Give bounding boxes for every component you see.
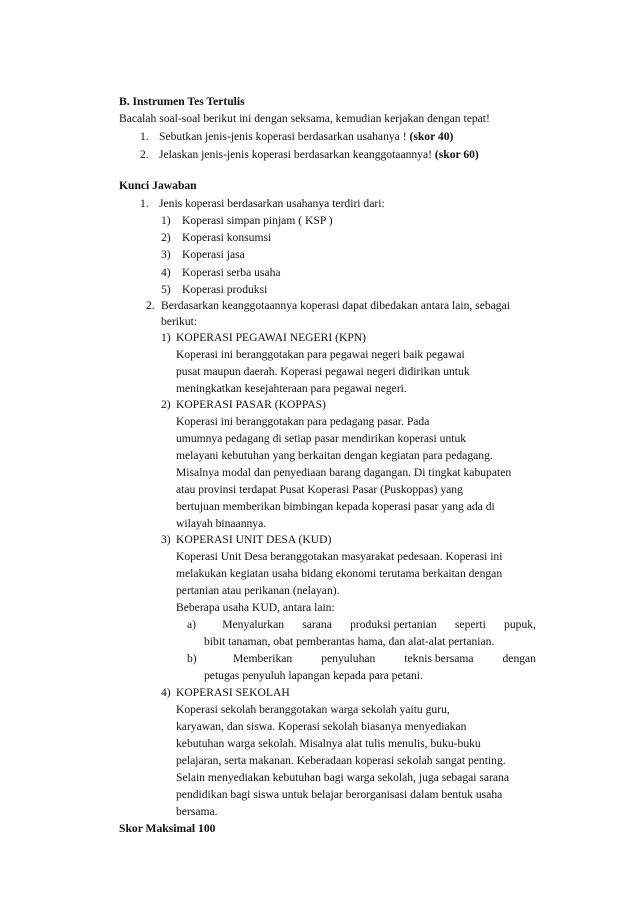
answer-number: 1. [140,197,149,210]
type-text-line: Koperasi sekolah beranggotakan warga sekolah yaitu guru, [176,703,450,716]
sub-item-word: produksi pertanian [350,618,437,631]
list-item-number: 5) [161,283,171,296]
sub-item-word: dengan [502,652,536,665]
list-item-number: 4) [161,266,171,279]
type-text-line: atau provinsi terdapat Pusat Koperasi Pasar (Puskoppas) yang [176,483,463,496]
answer-intro-text: Berdasarkan keanggotaannya koperasi dapat dibedakan antara lain, sebagai [161,299,510,312]
type-text-line: pertanian atau perikanan (nelayan). [176,584,340,597]
type-text-line: meningkatkan kesejahteraan para pegawai negeri. [176,382,407,395]
type-title: KOPERASI UNIT DESA (KUD) [176,533,332,546]
type-text-line: bertujuan memberikan bimbingan kepada koperasi pasar yang ada di [176,500,495,513]
list-item-text: Koperasi serba usaha [182,266,281,279]
sub-item-number: a) [187,618,197,631]
sub-item-word: seperti [454,618,486,631]
list-item-number: 3) [161,248,171,261]
answer-2-intro-continued: berikut: [161,315,198,328]
sub-item-word: penyuluhan [321,652,376,665]
list-item [161,281,267,299]
list-item-number: 2) [161,231,171,244]
question-text: Jelaskan jenis-jenis koperasi berdasarkan keanggotaannya! [159,148,435,161]
type-text-line: Beberapa usaha KUD, antara lain: [176,601,335,614]
type-text-line: pusat maupun daerah. Koperasi pegawai negeri didirikan untuk [176,365,470,378]
max-score: Skor Maksimal 100 [119,822,216,835]
type-text-line: melayani kebutuhan yang berkaitan dengan kegiatan para pedagang. [176,449,493,462]
sub-item-word: Menyalurkan [222,618,285,631]
question-text: Sebutkan jenis-jenis koperasi berdasarkan usahanya ! [159,130,410,143]
sub-item-word: teknis bersama [404,652,474,665]
type-text-line: karyawan, dan siswa. Koperasi sekolah biasanya menyediakan [176,720,467,733]
list-item-text: Koperasi konsumsi [182,231,272,244]
type-text-line: wilayah binaannya. [176,517,267,530]
answer-intro-text: Jenis koperasi berdasarkan usahanya terdiri dari: [159,197,385,210]
section-title: B. Instrumen Tes Tertulis [119,95,245,108]
type-text-line: Selain menyediakan kebutuhan bagi warga sekolah, juga sebagai sarana [176,771,509,784]
type-number: 1) [161,331,171,344]
list-item-text: Koperasi simpan pinjam ( KSP ) [182,214,333,227]
list-item [161,246,245,264]
question-number: 1. [140,130,149,143]
list-item [161,212,333,230]
type-text-line: bersama. [176,805,218,818]
sub-item-continued: bibit tanaman, obat pemberantas hama, dan alat-alat pertanian. [204,635,495,648]
sub-item-word: sarana [302,618,332,631]
answer-2-intro [146,297,510,315]
list-item-text: Koperasi produksi [182,283,268,296]
answer-1-intro [140,195,385,213]
type-title: KOPERASI SEKOLAH [176,686,290,699]
type-heading [161,329,366,347]
question-2 [140,146,479,164]
answer-number: 2. [146,299,155,312]
type-number: 2) [161,398,171,411]
type-text-line: Koperasi ini beranggotakan para pegawai negeri baik pegawai [176,348,465,361]
sub-item-a [187,616,536,634]
type-text-line: umumnya pedagang di setiap pasar mendirikan koperasi untuk [176,432,467,445]
type-text-line: Koperasi ini beranggotakan para pedagang pasar. Pada [176,415,430,428]
type-text-line: kebutuhan warga sekolah. Misalnya alat tulis menulis, buku-buku [176,737,481,750]
type-text-line: Misalnya modal dan penyediaan barang dagangan. Di tingkat kabupaten [176,466,512,479]
type-text-line: pelajaran, serta makanan. Keberadaan koperasi sekolah sangat penting. [176,754,506,767]
type-text-line: Koperasi Unit Desa beranggotakan masyarakat pedesaan. Koperasi ini [176,550,503,563]
type-number: 4) [161,686,171,699]
type-number: 3) [161,533,171,546]
question-score: (skor 40) [409,130,454,143]
type-title: KOPERASI PASAR (KOPPAS) [176,398,326,411]
type-heading [161,531,331,549]
sub-item-word: Memberikan [232,652,293,665]
list-item [161,264,281,282]
sub-item-b [187,650,536,668]
instruction-text: Bacalah soal-soal berikut ini dengan seksama, kemudian kerjakan dengan tepat! [119,112,490,125]
sub-item-continued: petugas penyuluh lapangan kepada para petani. [204,669,423,682]
answer-key-title: Kunci Jawaban [119,179,197,192]
sub-item-number: b) [187,652,197,665]
list-item-text: Koperasi jasa [182,248,245,261]
type-text-line: pendidikan bagi siswa untuk belajar berorganisasi dalam bentuk usaha [176,788,503,801]
type-heading [161,684,290,702]
type-heading [161,396,326,414]
sub-item-word: pupuk, [504,618,536,631]
question-1 [140,128,453,146]
question-number: 2. [140,148,149,161]
list-item-number: 1) [161,214,171,227]
type-text-line: melakukan kegiatan usaha bidang ekonomi terutama berkaitan dengan [176,567,503,580]
type-title: KOPERASI PEGAWAI NEGERI (KPN) [176,331,367,344]
question-score: (skor 60) [434,148,479,161]
list-item [161,229,271,247]
